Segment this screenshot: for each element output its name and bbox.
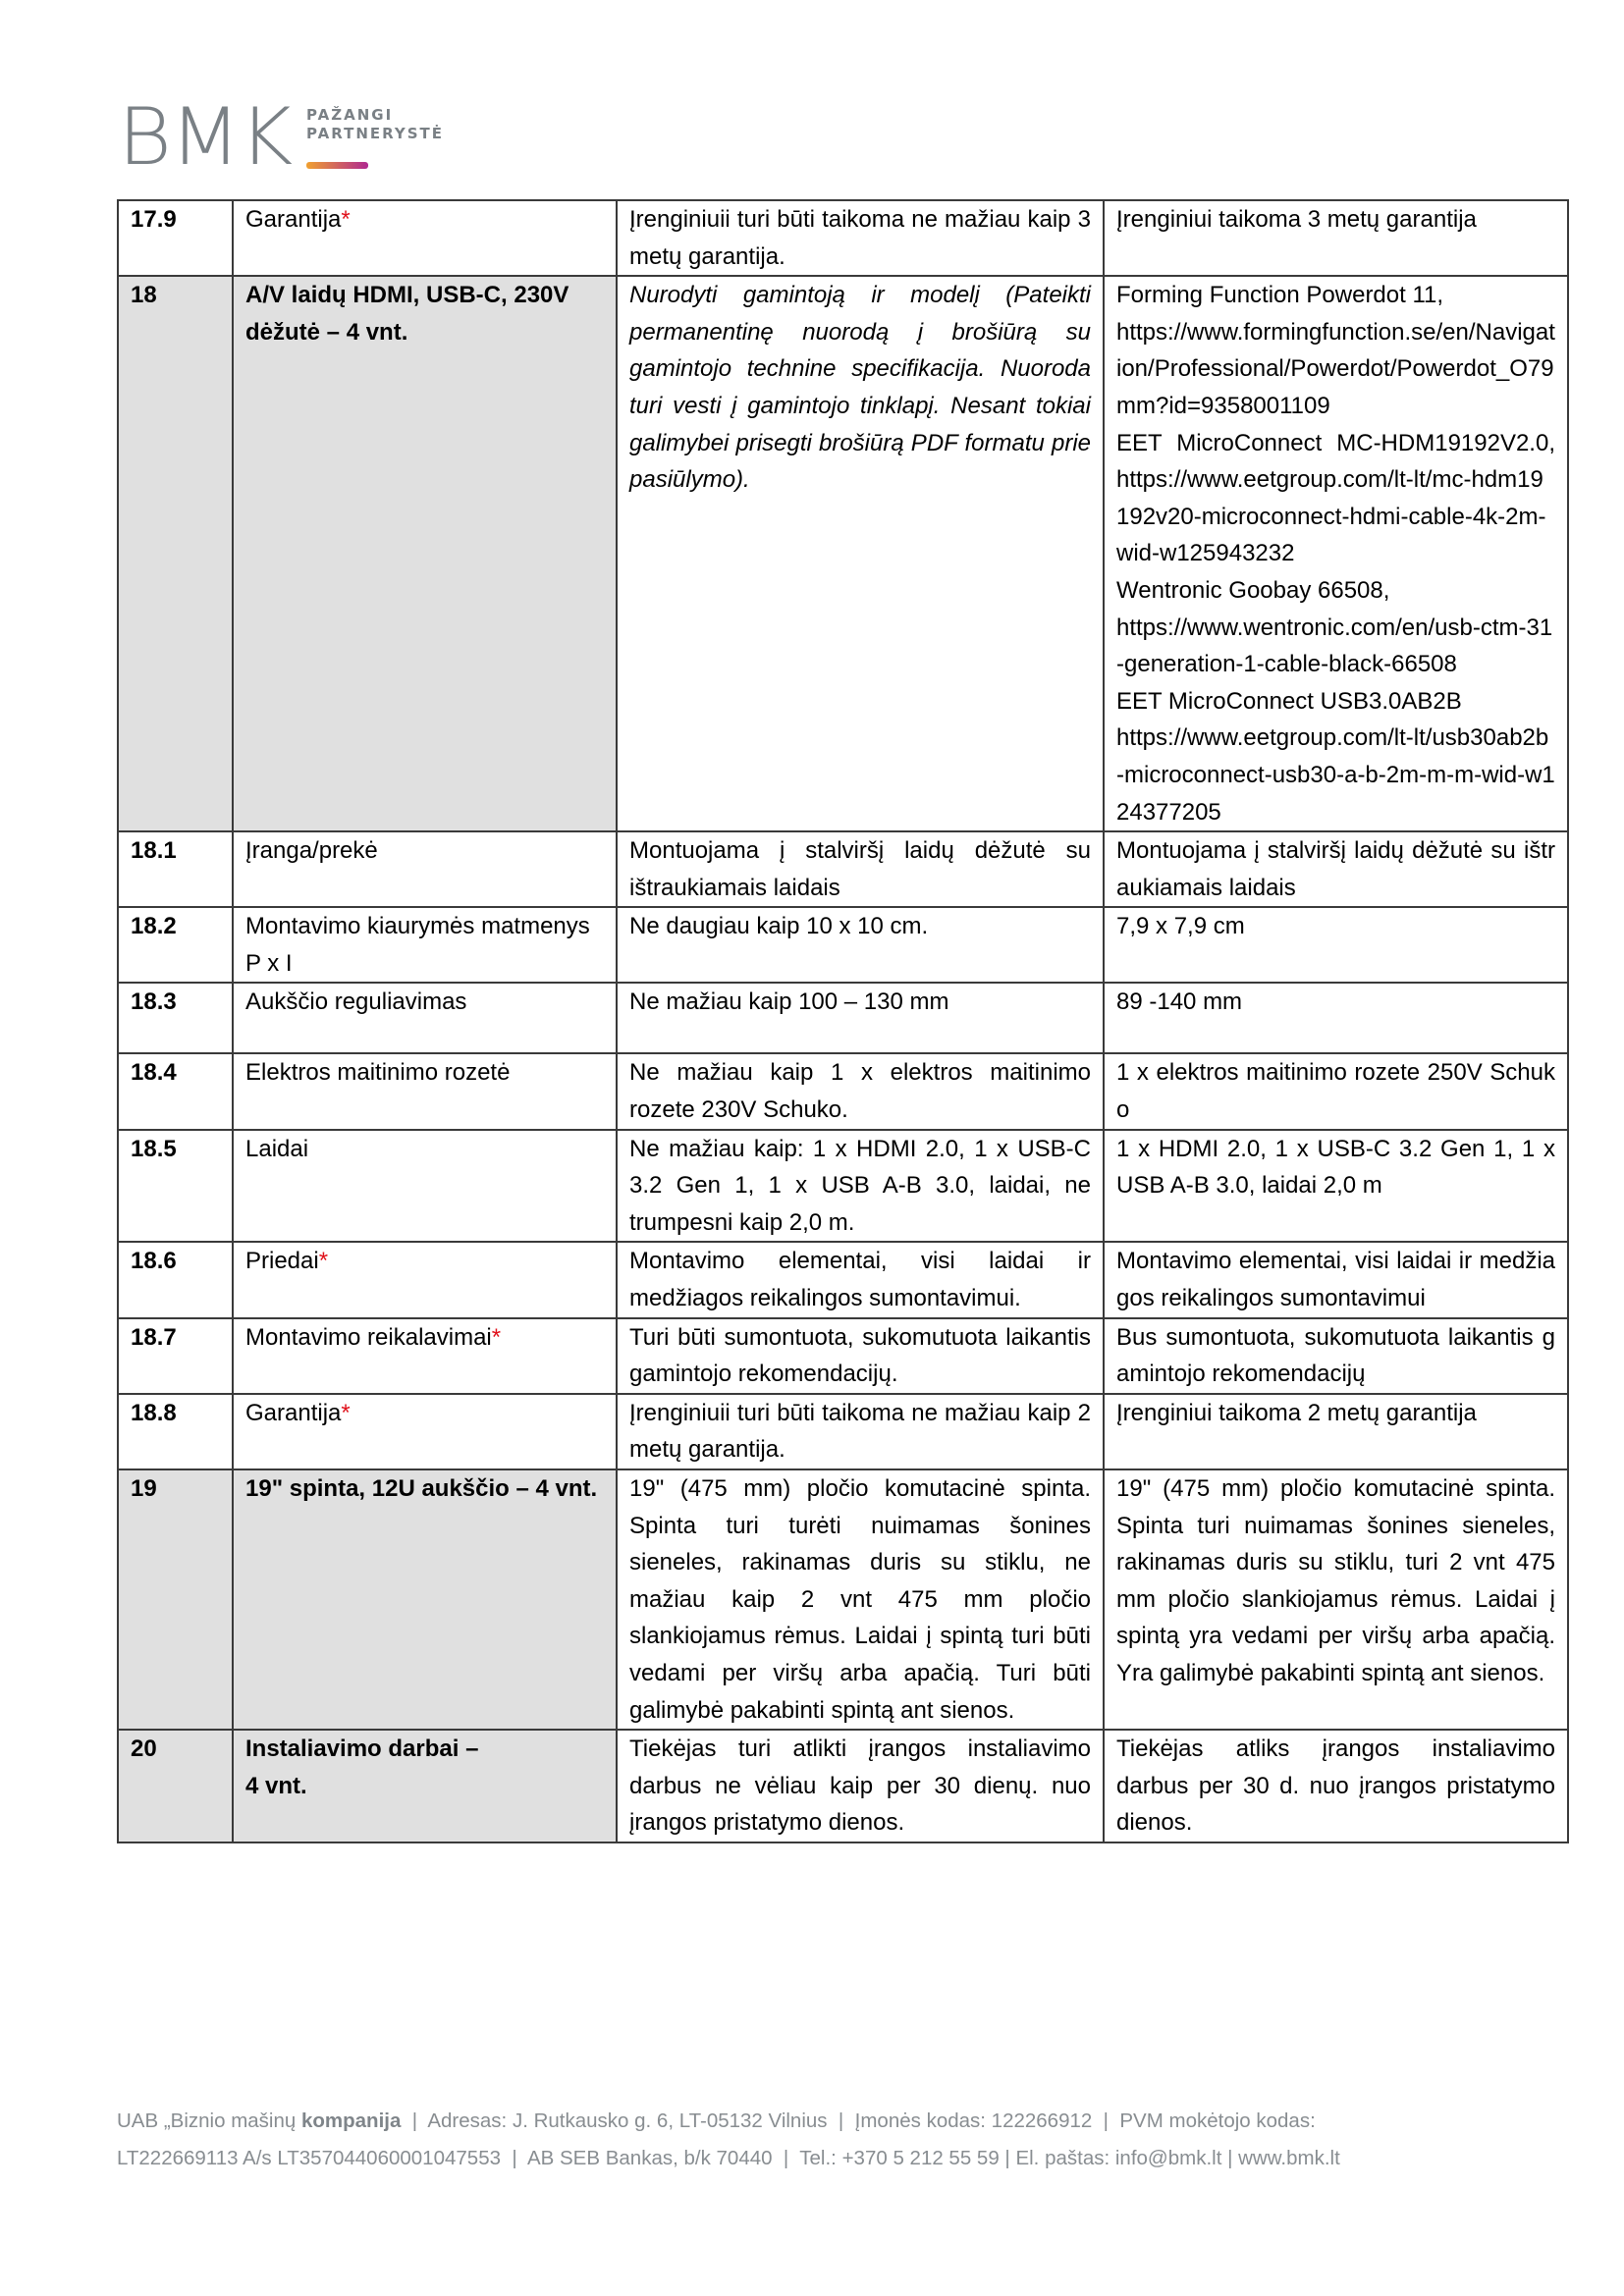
row-requirement: 19" (475 mm) pločio komutacinė spinta. Spinta turi turėti nuimamas šonines sieneles, rakinamas duris su stiklu, ne mažiau kaip 2 vnt 475 mm pločio slankiojamus rėmus. Laidai į spintą turi būti vedami per viršų arba apačią. Turi būti galimybė pakabinti spintą ant sienos.: [617, 1469, 1104, 1730]
row-number: 18.2: [118, 907, 233, 983]
row-name: Garantija*: [233, 200, 617, 276]
row-number: 18.6: [118, 1242, 233, 1317]
table-row: [118, 907, 1568, 983]
row-number: 20: [118, 1730, 233, 1842]
row-name: A/V laidų HDMI, USB-C, 230V dėžutė – 4 vnt.: [233, 276, 617, 831]
table-row: [118, 831, 1568, 907]
product-link[interactable]: https://www.eetgroup.com/lt-lt/mc-hdm19192v20-microconnect-hdmi-cable-4k-2m-wid-w125943232: [1116, 466, 1546, 567]
required-marker: *: [318, 1248, 329, 1275]
row-name: Instaliavimo darbai – 4 vnt.: [233, 1730, 617, 1842]
table-row: [118, 200, 1568, 276]
logo-tagline-line1: PAŽANGI: [306, 106, 394, 124]
row-requirement: Ne mažiau kaip 100 – 130 mm: [617, 983, 1104, 1053]
table-row-section: [118, 1469, 1568, 1730]
row-requirement: Montuojama į stalviršį laidų dėžutė su ištraukiamais laidais: [617, 831, 1104, 907]
row-offer: 7,9 x 7,9 cm: [1104, 907, 1568, 983]
product-link[interactable]: https://www.eetgroup.com/lt-lt/usb30ab2b-microconnect-usb30-a-b-2m-m-m-wid-w124377205: [1116, 724, 1555, 826]
footer-line-1: UAB „Biznio mašinų kompanija | Adresas: J. Rutkausko g. 6, LT-05132 Vilnius | Įmonės kodas: 122266912 | PVM mokėtojo kodas:: [117, 2109, 1316, 2132]
row-name: Laidai: [233, 1130, 617, 1243]
required-marker: *: [341, 1399, 351, 1426]
company-logo: [118, 91, 452, 183]
row-requirement: Montavimo elementai, visi laidai ir medžiagos reikalingos sumontavimui.: [617, 1242, 1104, 1317]
table-row: [118, 1318, 1568, 1394]
row-offer: 89 -140 mm: [1104, 983, 1568, 1053]
row-offer: 19" (475 mm) pločio komutacinė spinta. Spinta turi nuimamas šonines sieneles, rakinamas duris su stiklu, turi 2 vnt 475 mm pločio slankiojamus rėmus. Laidai į spintą yra vedami per viršų arba apačią. Yra galimybė pakabinti spintą ant sienos.: [1104, 1469, 1568, 1730]
row-offer: 1 x elektros maitinimo rozete 250V Schuko: [1104, 1053, 1568, 1129]
row-name: Priedai*: [233, 1242, 617, 1317]
table-row-section: [118, 1730, 1568, 1842]
specification-table: [117, 199, 1569, 1843]
row-number: 18.7: [118, 1318, 233, 1394]
logo-tagline-line2: PARTNERYSTĖ: [306, 125, 445, 142]
product-link[interactable]: https://www.wentronic.com/en/usb-ctm-31-generation-1-cable-black-66508: [1116, 614, 1553, 678]
row-name: Elektros maitinimo rozetė: [233, 1053, 617, 1129]
product-link[interactable]: https://www.formingfunction.se/en/Navigation/Professional/Powerdot/Powerdot_O79mm?id=9358001109: [1116, 318, 1555, 419]
row-requirement: Turi būti sumontuota, sukomutuota laikantis gamintojo rekomendacijų.: [617, 1318, 1104, 1394]
row-name: Aukščio reguliavimas: [233, 983, 617, 1053]
row-number: 18.1: [118, 831, 233, 907]
row-requirement: Įrenginiuii turi būti taikoma ne mažiau kaip 3 metų garantija.: [617, 200, 1104, 276]
row-offer: Įrenginiui taikoma 3 metų garantija: [1104, 200, 1568, 276]
row-number: 18.4: [118, 1053, 233, 1129]
page-footer: [117, 2103, 1340, 2177]
table-row: [118, 983, 1568, 1053]
table-row: [118, 1053, 1568, 1129]
logo-tagline: [306, 106, 444, 143]
row-name: Montavimo kiaurymės matmenys P x I: [233, 907, 617, 983]
row-requirement: Ne mažiau kaip 1 x elektros maitinimo rozete 230V Schuko.: [617, 1053, 1104, 1129]
table-row: [118, 1242, 1568, 1317]
row-number: 19: [118, 1469, 233, 1730]
row-requirement: Ne daugiau kaip 10 x 10 cm.: [617, 907, 1104, 983]
row-number: 18: [118, 276, 233, 831]
required-marker: *: [491, 1323, 502, 1351]
table-row-section: [118, 276, 1568, 831]
logo-wordmark: BMK: [118, 91, 292, 183]
logo-gradient-bar: [306, 162, 368, 169]
row-offer: Tiekėjas atliks įrangos instaliavimo darbus per 30 d. nuo įrangos pristatymo dienos.: [1104, 1730, 1568, 1842]
row-requirement: Nurodyti gamintoją ir modelį (Pateikti permanentinę nuorodą į brošiūrą su gamintojo technine specifikacija. Nuoroda turi vesti į gamintojo tinklapį. Nesant tokiai galimybei prisegti brošiūrą PDF formatu prie pasiūlymo).: [617, 276, 1104, 831]
row-number: 18.8: [118, 1394, 233, 1469]
table-row: [118, 1130, 1568, 1243]
row-number: 18.3: [118, 983, 233, 1053]
row-offer: Montavimo elementai, visi laidai ir medžiagos reikalingos sumontavimui: [1104, 1242, 1568, 1317]
row-name: Įranga/prekė: [233, 831, 617, 907]
row-number: 18.5: [118, 1130, 233, 1243]
table-row: [118, 1394, 1568, 1469]
footer-line-2: LT222669113 A/s LT357044060001047553 | AB SEB Bankas, b/k 70440 | Tel.: +370 5 212 55 59 | El. paštas: info@bmk.lt | www.bmk.lt: [117, 2147, 1340, 2169]
row-requirement: Ne mažiau kaip: 1 x HDMI 2.0, 1 x USB-C 3.2 Gen 1, 1 x USB A-B 3.0, laidai, ne trumpesni kaip 2,0 m.: [617, 1130, 1104, 1243]
row-name: Garantija*: [233, 1394, 617, 1469]
row-offer: Bus sumontuota, sukomutuota laikantis gamintojo rekomendacijų: [1104, 1318, 1568, 1394]
row-offer: Forming Function Powerdot 11, https://www.formingfunction.se/en/Navigation/Professional/Powerdot/Powerdot_O79mm?id=9358001109 EET MicroConnect MC-HDM19192V2.0, https://www.eetgroup.com/lt-lt/mc-hdm19192v20-microconnect-hdmi-cable-4k-2m-wid-w125943232 Wentronic Goobay 66508, https://www.wentronic.com/en/usb-ctm-31-generation-1-cable-black-66508 EET MicroConnect USB3.0AB2B https://www.eetgroup.com/lt-lt/usb30ab2b-microconnect-usb30-a-b-2m-m-m-wid-w124377205: [1104, 276, 1568, 831]
row-offer: 1 x HDMI 2.0, 1 x USB-C 3.2 Gen 1, 1 x USB A-B 3.0, laidai 2,0 m: [1104, 1130, 1568, 1243]
row-name: Montavimo reikalavimai*: [233, 1318, 617, 1394]
required-marker: *: [341, 206, 351, 233]
row-offer: Įrenginiui taikoma 2 metų garantija: [1104, 1394, 1568, 1469]
row-number: 17.9: [118, 200, 233, 276]
row-requirement: Įrenginiuii turi būti taikoma ne mažiau kaip 2 metų garantija.: [617, 1394, 1104, 1469]
row-name: 19" spinta, 12U aukščio – 4 vnt.: [233, 1469, 617, 1730]
row-requirement: Tiekėjas turi atlikti įrangos instaliavimo darbus ne vėliau kaip per 30 dienų. nuo įrangos pristatymo dienos.: [617, 1730, 1104, 1842]
row-offer: Montuojama į stalviršį laidų dėžutė su ištraukiamais laidais: [1104, 831, 1568, 907]
